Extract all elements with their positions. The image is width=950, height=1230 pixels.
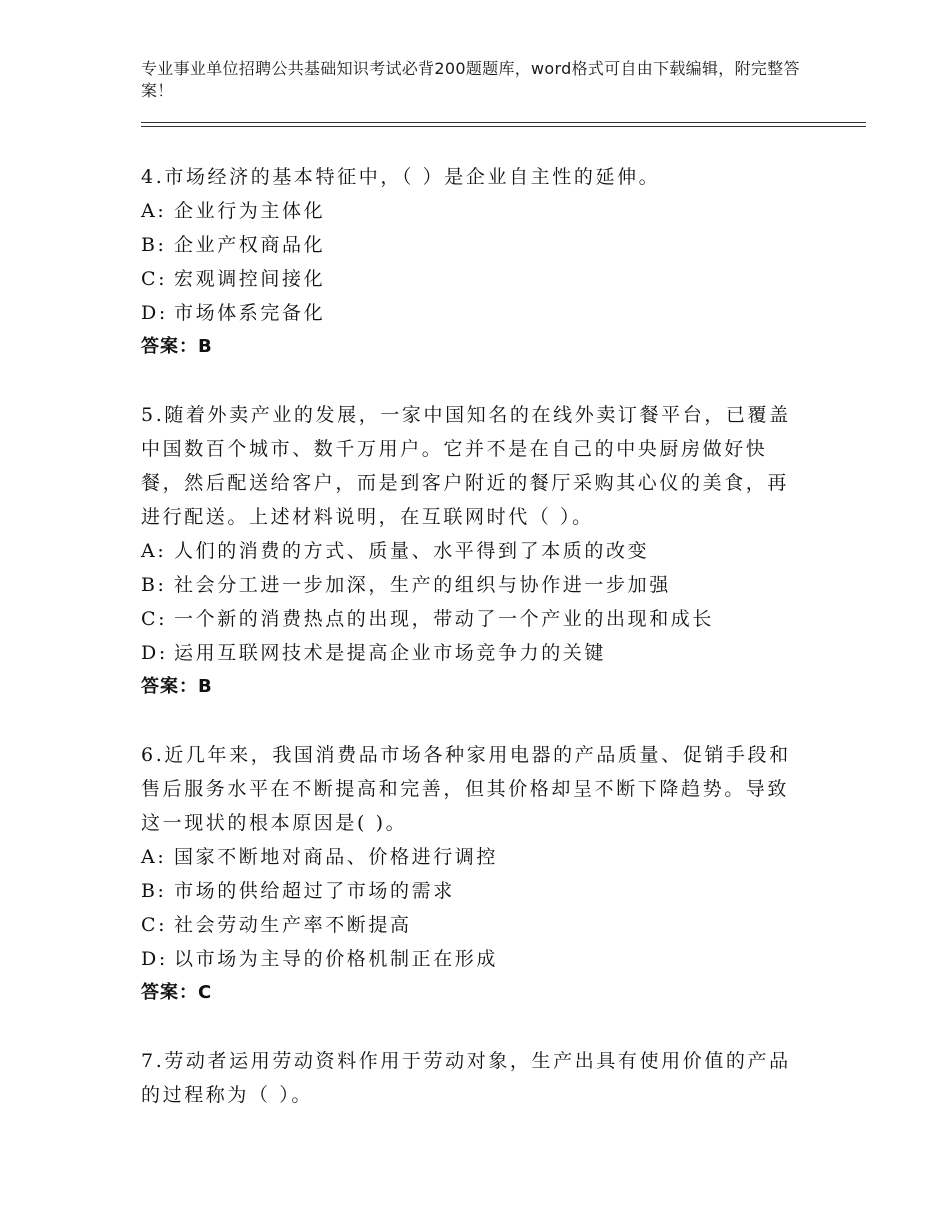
option-text: 运用互联网技术是提高企业市场竞争力的关键 (174, 642, 607, 664)
option-text: 企业行为主体化 (174, 200, 326, 222)
option-b (141, 228, 801, 262)
option-text: 人们的消费的方式、质量、水平得到了本质的改变 (174, 540, 650, 562)
answer-label: 答案：B (141, 336, 213, 357)
option-letter: A: (141, 540, 167, 562)
option-a (141, 840, 801, 874)
option-letter: C: (141, 608, 168, 630)
option-letter: B: (141, 880, 167, 902)
document-header: 专业事业单位招聘公共基础知识考试必背200题题库，word格式可自由下载编辑，附完整答案！ (141, 59, 800, 100)
option-d (141, 296, 801, 330)
option-letter: B: (141, 574, 167, 596)
option-c (141, 602, 801, 636)
option-c (141, 908, 801, 942)
question-stem: 7.劳动者运用劳动资料作用于劳动对象，生产出具有使用价值的产品的过程称为（ ）。 (141, 1050, 791, 1106)
option-letter: A: (141, 200, 167, 222)
question-stem: 6.近几年来，我国消费品市场各种家用电器的产品质量、促销手段和售后服务水平在不断提高和完善，但其价格却呈不断下降趋势。导致这一现状的根本原因是( )。 (141, 744, 791, 834)
answer-label: 答案：C (141, 982, 213, 1003)
option-text: 社会分工进一步加深，生产的组织与协作进一步加强 (174, 574, 671, 596)
option-a (141, 534, 801, 568)
option-a (141, 194, 801, 228)
option-letter: C: (141, 268, 168, 290)
option-d (141, 942, 801, 976)
option-text: 社会劳动生产率不断提高 (174, 914, 412, 936)
question-list (141, 160, 801, 1146)
option-letter: D: (141, 642, 168, 664)
header-divider-bottom (141, 126, 866, 127)
question-stem: 5.随着外卖产业的发展，一家中国知名的在线外卖订餐平台，已覆盖中国数百个城市、数千万用户。它并不是在自己的中央厨房做好快餐，然后配送给客户，而是到客户附近的餐厅采购其心仪的美食，再进行配送。上述材料说明，在互联网时代（ ）。 (141, 404, 791, 528)
option-d (141, 636, 801, 670)
question-7 (141, 1044, 801, 1112)
option-c (141, 262, 801, 296)
option-text: 国家不断地对商品、价格进行调控 (174, 846, 499, 868)
option-text: 企业产权商品化 (174, 234, 326, 256)
option-text: 市场体系完备化 (174, 302, 326, 324)
option-text: 宏观调控间接化 (174, 268, 326, 290)
question-5 (141, 398, 801, 704)
header-divider-top (141, 122, 866, 123)
question-4 (141, 160, 801, 364)
option-text: 以市场为主导的价格机制正在形成 (174, 948, 499, 970)
question-stem: 4.市场经济的基本特征中，（ ）是企业自主性的延伸。 (141, 166, 661, 188)
option-b (141, 874, 801, 908)
option-text: 一个新的消费热点的出现，带动了一个产业的出现和成长 (174, 608, 715, 630)
option-text: 市场的供给超过了市场的需求 (174, 880, 455, 902)
option-letter: D: (141, 302, 168, 324)
option-b (141, 568, 801, 602)
option-letter: B: (141, 234, 167, 256)
option-letter: D: (141, 948, 168, 970)
answer-label: 答案：B (141, 676, 213, 697)
option-letter: C: (141, 914, 168, 936)
option-letter: A: (141, 846, 167, 868)
question-6 (141, 738, 801, 1010)
